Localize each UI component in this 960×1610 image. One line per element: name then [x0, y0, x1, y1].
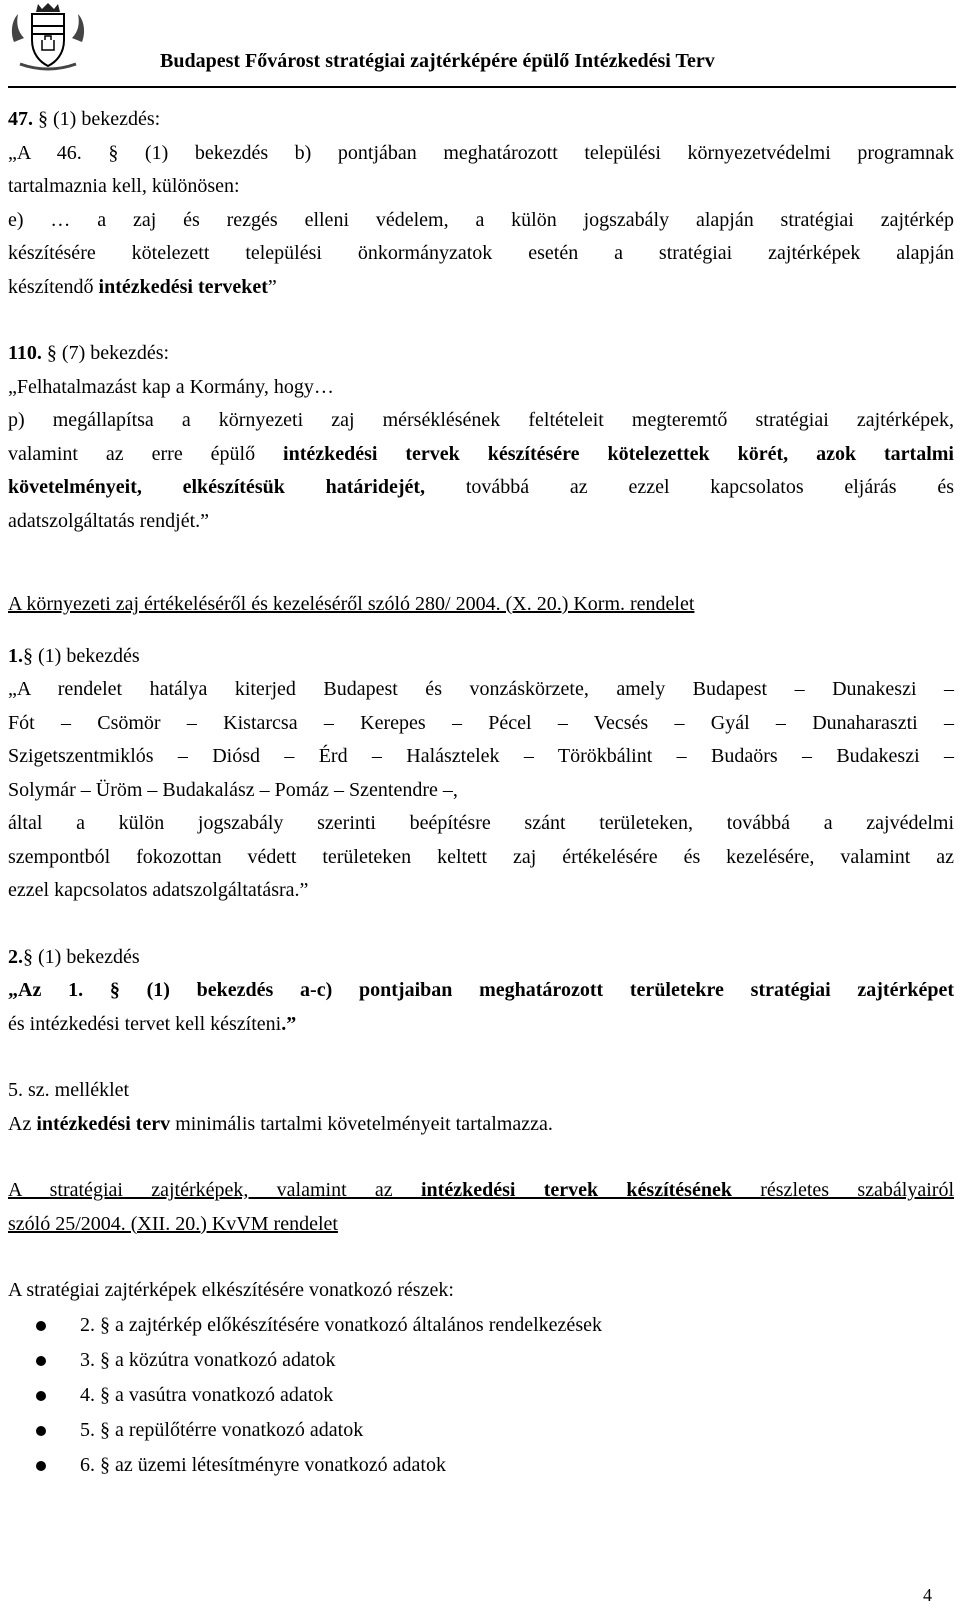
- section-sign: §: [23, 644, 33, 667]
- quote-line: készítésére kötelezett települési önkormányzatok esetén a stratégiai zajtérképek alapján: [8, 242, 954, 264]
- page-header: [0, 0, 960, 90]
- header-divider: [8, 86, 956, 88]
- section-sign: §: [100, 1313, 110, 1336]
- section-47-heading: 47. § (1) bekezdés:: [8, 108, 161, 130]
- spacer: [8, 1241, 954, 1274]
- list-item: 6. § az üzemi létesítményre vonatkozó adatok: [8, 1448, 954, 1483]
- section-sign: §: [108, 141, 119, 164]
- quote-line: valamint az erre épülő intézkedési tervek készítésére kötelezettek körét, azok tartalmi: [8, 442, 954, 465]
- list-item: 3. § a közútra vonatkozó adatok: [8, 1343, 954, 1378]
- paragraph-2-heading: 2.§ (1) bekezdés: [8, 945, 140, 968]
- quote-line: adatszolgáltatás rendjét.”: [8, 509, 210, 532]
- section-sign: §: [23, 945, 33, 968]
- section-sign: §: [109, 979, 120, 1001]
- decree-title: A környezeti zaj értékeléséről és kezeléséről szóló 280/ 2004. (X. 20.) Korm. rendelet: [8, 593, 695, 615]
- paragraph-1-heading: 1.§ (1) bekezdés: [8, 644, 140, 667]
- quote-line: szempontból fokozottan védett területeken keltett zaj értékelésére és kezelésére, valamint az: [8, 845, 954, 868]
- quote-line: p) megállapítsa a környezeti zaj mérséklésének feltételeit megteremtő stratégiai zajtérképek,: [8, 409, 954, 431]
- annex-title: 5. sz. melléklet: [8, 1079, 130, 1101]
- list-item: 4. § a vasútra vonatkozó adatok: [8, 1378, 954, 1413]
- spacer: [8, 908, 954, 941]
- spacer: [8, 1141, 954, 1174]
- section-sign: §: [100, 1348, 110, 1371]
- page-number: 4: [923, 1585, 932, 1605]
- section-sign: §: [100, 1453, 110, 1476]
- spacer: [8, 538, 954, 588]
- quote-line: ezzel kapcsolatos adatszolgáltatásra.”: [8, 879, 309, 901]
- section-sign: §: [100, 1418, 110, 1441]
- spacer: [8, 622, 954, 640]
- budapest-coat-of-arms-icon: [8, 2, 88, 72]
- section-sign: §: [46, 342, 57, 364]
- decree-title: szóló 25/2004. (XII. 20.) KvVM rendelet: [8, 1212, 338, 1235]
- document-title: Budapest Fővárost stratégiai zajtérképére épülő Intézkedési Terv: [160, 50, 715, 72]
- quote-line: követelményeit, elkészítésük határidejét, továbbá az ezzel kapcsolatos eljárás és: [8, 476, 954, 498]
- quote-line: Solymár – Üröm – Budakalász – Pomáz – Szentendre –,: [8, 778, 458, 801]
- list-item: 5. § a repülőtérre vonatkozó adatok: [8, 1413, 954, 1448]
- quote-line: tartalmaznia kell, különösen:: [8, 175, 240, 197]
- section-number: 2.: [8, 945, 23, 968]
- quote-line: által a külön jogszabály szerinti beépítésre szánt területeken, továbbá a zajvédelmi: [8, 812, 954, 834]
- section-sign: §: [38, 108, 48, 130]
- section-number: 110.: [8, 342, 42, 364]
- spacer: [8, 1041, 954, 1074]
- list-item: 2. § a zajtérkép előkészítésére vonatkozó általános rendelkezések: [8, 1308, 954, 1343]
- quote-line: készítendő intézkedési terveket”: [8, 275, 277, 298]
- quote-line: és intézkedési tervet kell készíteni.”: [8, 1012, 297, 1035]
- decree-title: A stratégiai zajtérképek, valamint az intézkedési tervek készítésének részletes szabályairól: [8, 1179, 954, 1201]
- section-number: 1.: [8, 644, 23, 667]
- quote-line: Fót – Csömör – Kistarcsa – Kerepes – Pécel – Vecsés – Gyál – Dunaharaszti –: [8, 711, 954, 734]
- quote-line: „A 46. § (1) bekezdés b) pontjában meghatározott települési környezetvédelmi programnak: [8, 141, 954, 164]
- spacer: [8, 304, 954, 337]
- section-sign: §: [100, 1383, 110, 1406]
- quote-line: „Az 1. § (1) bekezdés a-c) pontjaiban meghatározott területekre stratégiai zajtérképet: [8, 979, 955, 1001]
- quote-line: „A rendelet hatálya kiterjed Budapest és vonzáskörzete, amely Budapest – Dunakeszi –: [8, 678, 954, 700]
- quote-line: e) … a zaj és rezgés elleni védelem, a külön jogszabály alapján stratégiai zajtérkép: [8, 208, 954, 231]
- section-number: 47.: [8, 108, 33, 130]
- section-list: [8, 1308, 954, 1483]
- annex-text: Az intézkedési terv minimális tartalmi követelményeit tartalmazza.: [8, 1112, 553, 1135]
- section-110-heading: 110. § (7) bekezdés:: [8, 342, 170, 364]
- document-body: [8, 103, 954, 1483]
- quote-line: Szigetszentmiklós – Diósd – Érd – Halásztelek – Törökbálint – Budaörs – Budakeszi –: [8, 745, 954, 767]
- list-intro: A stratégiai zajtérképek elkészítésére vonatkozó részek:: [8, 1279, 454, 1301]
- quote-line: „Felhatalmazást kap a Kormány, hogy…: [8, 375, 334, 398]
